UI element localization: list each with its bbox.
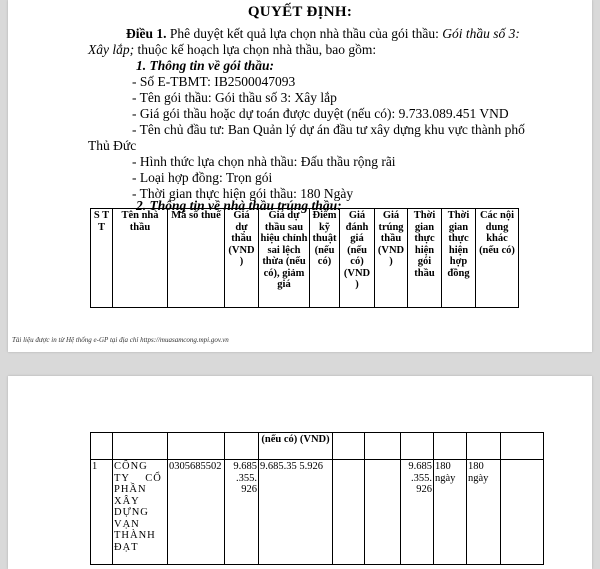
th-eval-price: Giá đánh giá (nếu có) (VND ): [340, 209, 375, 308]
th-adjusted-price-cont: (nếu có) (VND): [259, 433, 333, 460]
article-line-2: [88, 42, 376, 58]
th-stt: S T T: [91, 209, 113, 308]
cell-adjusted-price: 9.685.35 5.926: [259, 460, 333, 565]
article-type: Xây lắp;: [88, 42, 135, 57]
cell-tax-code: 0305685502: [168, 460, 225, 565]
cell-package-time: 180 ngày: [434, 460, 467, 565]
winner-table-body: [90, 432, 544, 565]
cell-stt: 1: [91, 460, 113, 565]
th-tax-code: Mã số thuế: [168, 209, 225, 308]
th-contract-time: Thời gian thực hiện hợp đồng: [442, 209, 476, 308]
info-package-name: - Tên gói thầu: Gói thầu số 3: Xây lắp: [132, 90, 337, 105]
cell-other: [501, 460, 544, 565]
info-investor: - Tên chủ đầu tư: Ban Quản lý dự án đầu tư xây dựng khu vực thành phố: [132, 122, 525, 137]
th-tech-score: Điểm kỹ thuật (nếu có): [310, 209, 340, 308]
document-page-1: [8, 0, 592, 352]
cell-win-price: 9.685 .355. 926: [401, 460, 434, 565]
article-package: Gói thầu số 3:: [442, 26, 520, 41]
th-package-time: Thời gian thực hiện gói thầu: [408, 209, 442, 308]
article-plan: thuộc kế hoạch lựa chọn nhà thầu, bao gồm:: [137, 42, 377, 57]
info-investor-cont: Thủ Đức: [88, 138, 137, 153]
article-line-1: [126, 26, 520, 42]
cell-tech-score: [333, 460, 365, 565]
th-other: Các nội dung khác (nếu có): [476, 209, 519, 308]
info-etbmt: - Số E-TBMT: IB2500047093: [132, 74, 296, 89]
info-duration: - Thời gian thực hiện gói thầu: 180 Ngày: [132, 186, 354, 201]
cell-eval-price: [365, 460, 401, 565]
winner-table-header: [90, 208, 519, 308]
section2-heading: 2. Thông tin về nhà thầu trúng thầu:: [136, 198, 342, 213]
info-contract-type: - Loại hợp đồng: Trọn gói: [132, 170, 273, 185]
cell-contract-time: 180 ngày: [467, 460, 501, 565]
th-win-price: Giá trúng thầu (VND ): [375, 209, 408, 308]
page-footer: Tài liệu được in từ Hệ thống e-GP tại địa chỉ https://muasamcong.mpi.gov.vn: [12, 336, 229, 344]
article-label: Điều 1.: [126, 26, 167, 41]
th-adjusted-price: Giá dự thầu sau hiệu chỉnh sai lệch thừa (nếu có), giảm giá: [259, 209, 310, 308]
th-contractor: Tên nhà thầu: [113, 209, 168, 308]
document-page-2: [8, 376, 592, 569]
section1-heading: 1. Thông tin về gói thầu:: [136, 58, 275, 73]
article-text: Phê duyệt kết quả lựa chọn nhà thầu của gói thầu:: [169, 26, 439, 41]
info-package-price: - Giá gói thầu hoặc dự toán được duyệt (nếu có): 9.733.089.451 VND: [132, 106, 509, 121]
info-selection-form: - Hình thức lựa chọn nhà thầu: Đấu thầu rộng rãi: [132, 154, 396, 169]
table-row: [91, 460, 544, 565]
cell-contractor: CÔNG TY CỔ PHẦN XÂY DỰNG VẠN THÀNH ĐẠT: [113, 460, 168, 565]
page-title: QUYẾT ĐỊNH:: [247, 4, 353, 20]
th-bid-price: Giá dự thầu (VND ): [225, 209, 259, 308]
cell-bid-price: 9.685 .355. 926: [225, 460, 259, 565]
